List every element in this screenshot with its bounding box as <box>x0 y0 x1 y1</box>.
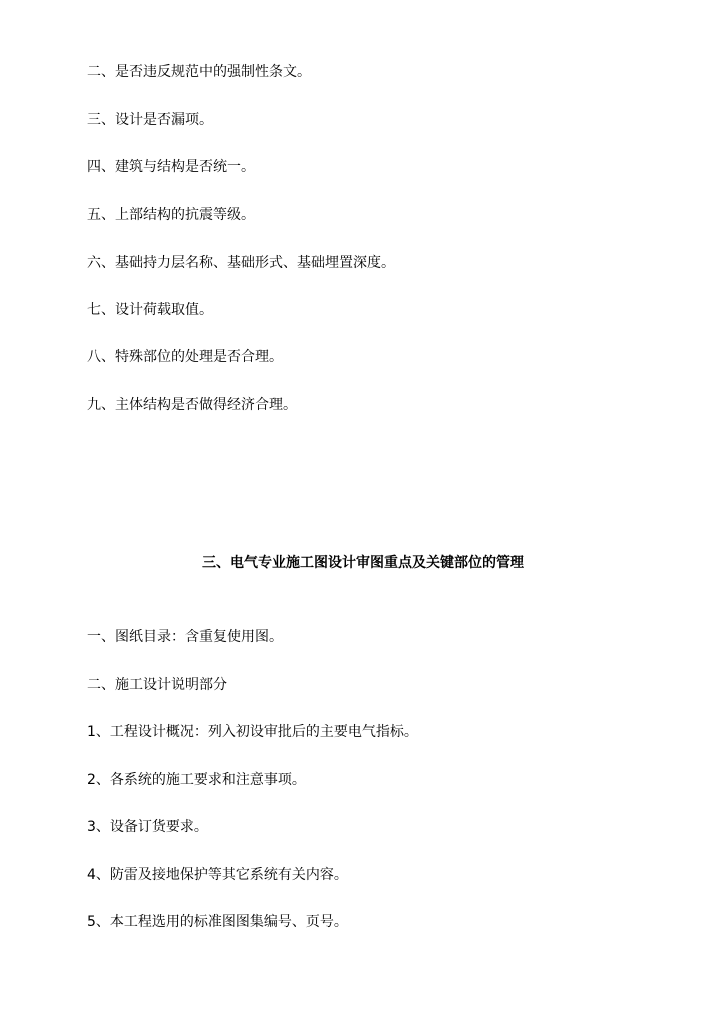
list-item: 2、各系统的施工要求和注意事项。 <box>87 772 306 788</box>
list-item: 七、设计荷载取值。 <box>87 302 213 318</box>
section-heading <box>0 554 724 572</box>
list-item: 二、是否违反规范中的强制性条文。 <box>87 64 311 80</box>
section-heading-text: 三、电气专业施工图设计审图重点及关键部位的管理 <box>202 555 524 571</box>
list-item: 5、本工程选用的标准图图集编号、页号。 <box>87 914 348 930</box>
list-item: 1、工程设计概况：列入初设审批后的主要电气指标。 <box>87 724 418 740</box>
list-item: 一、图纸目录：含重复使用图。 <box>87 629 283 645</box>
list-item: 4、防雷及接地保护等其它系统有关内容。 <box>87 867 348 883</box>
list-item: 六、基础持力层名称、基础形式、基础埋置深度。 <box>87 255 395 271</box>
list-item: 八、特殊部位的处理是否合理。 <box>87 349 283 365</box>
list-item: 五、上部结构的抗震等级。 <box>87 207 255 223</box>
list-item: 二、施工设计说明部分 <box>87 677 227 693</box>
list-item: 3、设备订货要求。 <box>87 819 208 835</box>
list-item: 四、建筑与结构是否统一。 <box>87 159 255 175</box>
list-item: 三、设计是否漏项。 <box>87 112 213 128</box>
list-item: 九、主体结构是否做得经济合理。 <box>87 397 297 413</box>
